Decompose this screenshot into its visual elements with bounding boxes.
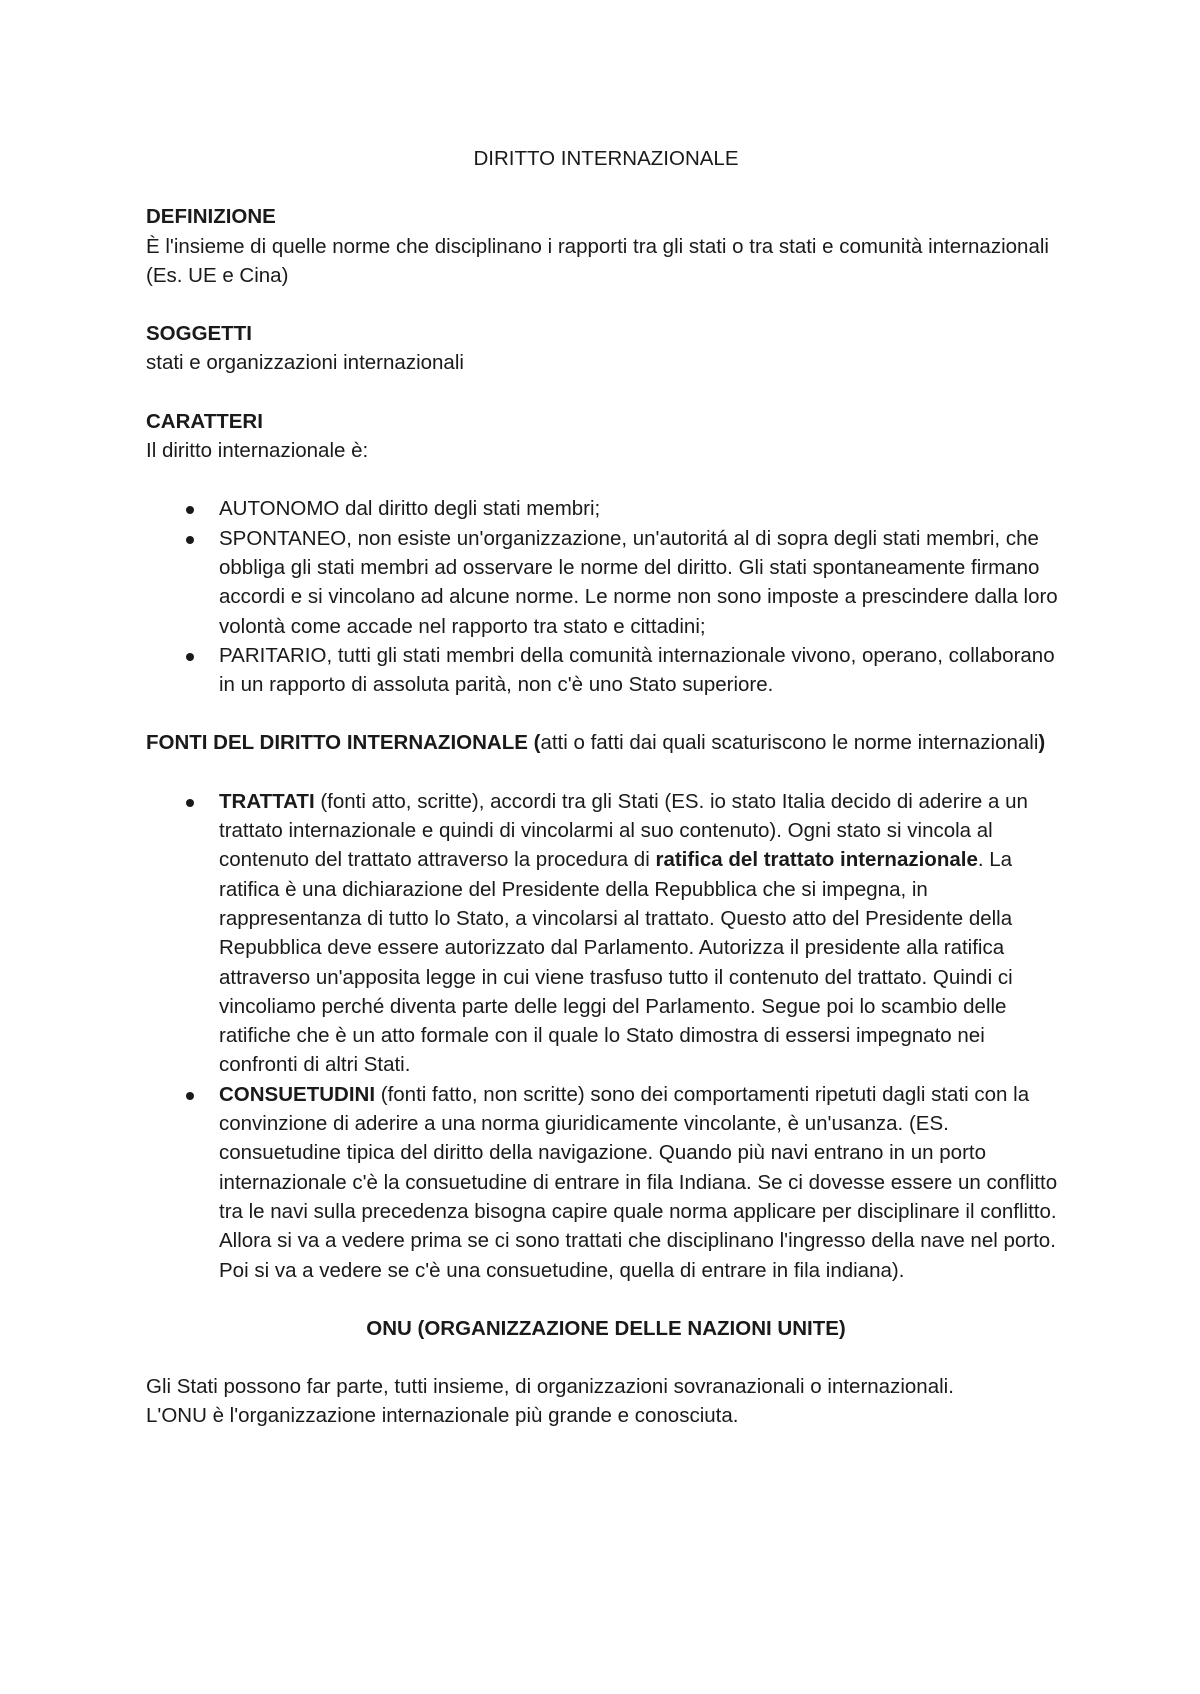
list-item <box>146 641 1066 700</box>
consuetudini-text: (fonti fatto, non scritte) sono dei comportamenti ripetuti dagli stati con la convinzione di aderire a una norma giuridicamente vincolante, è un'usanza. (ES. consuetudine tipica del diritto della navigazione. Quando più navi entrano in un porto internazionale c'è la consuetudine di entrare in fila Indiana. Se ci dovesse essere un conflitto tra le navi sulla precedenza bisogna capire quale norma applicare per disciplinare il conflitto. Allora si va a vedere prima se ci sono trattati che disciplinano l'ingresso della nave nel porto. Poi si va a vedere se c'è una consuetudine, quella di entrare in fila indiana). <box>219 1082 1058 1282</box>
section-fonti <box>146 728 1066 1284</box>
document-content <box>146 144 1066 1460</box>
definizione-text: È l'insieme di quelle norme che disciplinano i rapporti tra gli stati o tra stati e comunità internazionali (Es. UE e Cina) <box>146 234 1049 287</box>
fonti-list <box>146 787 1066 1285</box>
section-caratteri <box>146 407 1066 700</box>
trattati-text-b: . La ratifica è una dichiarazione del Presidente della Repubblica che si impegna, in rappresentanza di tutto lo Stato, a vincolarsi al trattato. Questo atto del Presidente della Repubblica deve essere autorizzato dal Parlamento. Autorizza il presidente alla ratifica attraverso un'apposita legge in cui viene trasfuso tutto il contenuto del trattato. Quindi ci vincoliamo perché diventa parte delle leggi del Parlamento. Segue poi lo scambio delle ratifiche che è un atto formale con il quale lo Stato dimostra di essersi impegnato nei confronti di altri Stati. <box>219 848 1013 1077</box>
list-item-text: SPONTANEO, non esiste un'organizzazione, un'autoritá al di sopra degli stati membri, che obbliga gli stati membri ad osservare le norme del diritto. Gli stati spontaneamente firmano accordi e si vincolano ad alcune norme. Le norme non sono imposte a prescindere dalla loro volontà come accade nel rapporto tra stato e cittadini; <box>219 526 1058 638</box>
fonti-subtitle: atti o fatti dai quali scaturiscono le norme internazionali <box>540 731 1039 755</box>
heading-soggetti: SOGGETTI <box>146 322 252 346</box>
trattati-term: TRATTATI <box>219 789 315 813</box>
caratteri-intro: Il diritto internazionale è: <box>146 439 369 463</box>
heading-caratteri: CARATTERI <box>146 409 263 433</box>
onu-line2: L'ONU è l'organizzazione internazionale più grande e conosciuta. <box>146 1404 739 1428</box>
trattati-text-a: (fonti atto, scritte), accordi tra gli Stati (ES. io stato Italia decido di aderire a un trattato internazionale e quindi di vincolarmi al suo contenuto). Ogni stato si vincola al contenuto del trattato attraverso la procedura di <box>219 789 1028 872</box>
bullet-icon <box>186 799 194 807</box>
trattati-bold-phrase: ratifica del trattato internazionale <box>655 848 978 872</box>
fonti-paren-close: ) <box>1038 731 1046 755</box>
list-item-text: PARITARIO, tutti gli stati membri della comunità internazionale vivono, operano, collaborano in un rapporto di assoluta parità, non c'è uno Stato superiore. <box>219 643 1055 697</box>
onu-line1: Gli Stati possono far parte, tutti insieme, di organizzazioni sovranazionali o internazionali. <box>146 1375 954 1399</box>
fonti-paren-open: ( <box>527 731 541 755</box>
soggetti-text: stati e organizzazioni internazionali <box>146 351 464 375</box>
heading-fonti: FONTI DEL DIRITTO INTERNAZIONALE <box>146 731 528 755</box>
caratteri-list <box>146 494 1066 699</box>
list-item-consuetudini <box>146 1080 1066 1285</box>
fonti-heading-line <box>146 728 1066 757</box>
heading-onu: ONU (ORGANIZZAZIONE DELLE NAZIONI UNITE) <box>366 1316 846 1340</box>
bullet-icon <box>186 1092 194 1100</box>
bullet-icon <box>186 536 194 544</box>
bullet-icon <box>186 653 194 661</box>
list-item-text: AUTONOMO dal diritto degli stati membri; <box>219 497 601 521</box>
consuetudini-term: CONSUETUDINI <box>219 1082 376 1106</box>
section-onu <box>146 1314 1066 1431</box>
list-item-trattati <box>146 787 1066 1080</box>
heading-definizione: DEFINIZIONE <box>146 205 276 229</box>
list-item <box>146 494 1066 523</box>
bullet-icon <box>186 506 194 514</box>
section-definizione <box>146 202 1066 290</box>
document-title: DIRITTO INTERNAZIONALE <box>473 147 739 170</box>
list-item <box>146 524 1066 641</box>
section-soggetti <box>146 319 1066 378</box>
